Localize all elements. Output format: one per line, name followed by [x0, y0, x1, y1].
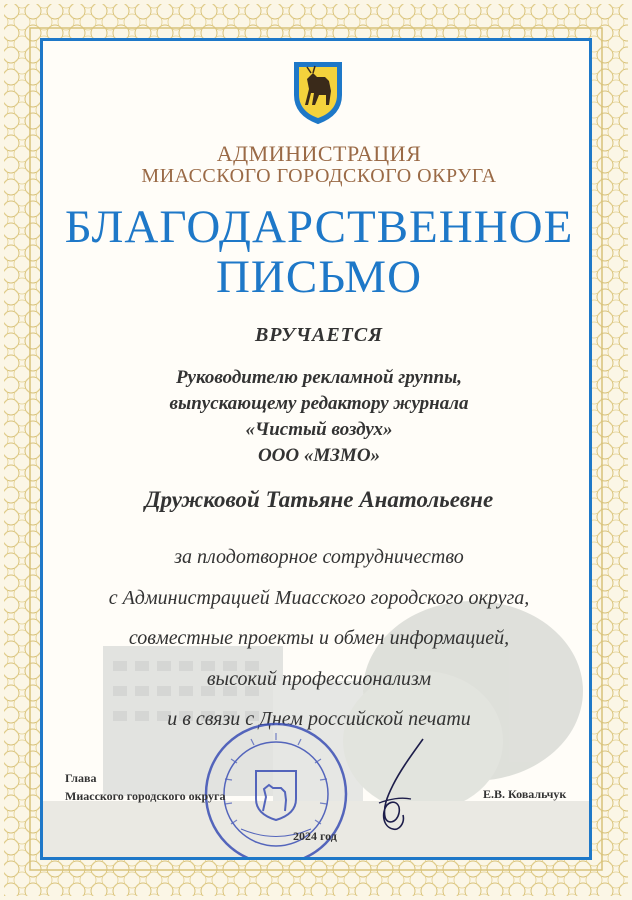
recipient-line: ООО «МЗМО»: [257, 445, 381, 466]
recipient-line: выпускающему редактору журнала: [169, 393, 469, 414]
recipient-line: «Чистый воздух»: [245, 419, 393, 440]
recipient-description: [43, 365, 592, 469]
issuer-line-1: АДМИНИСТРАЦИЯ: [216, 141, 422, 166]
reason-line: с Администрацией Миасского городского округа,: [108, 586, 530, 609]
reason-line: высокий профессионализм: [206, 667, 432, 690]
issuer-line-2: МИАССКОГО ГОРОДСКОГО ОКРУГА: [141, 165, 497, 187]
document-title-line-2: ПИСЬМО: [215, 251, 423, 303]
reason-line: и в связи с Днем российской печати: [167, 708, 471, 730]
position-line: Миасского городского округа: [65, 789, 226, 803]
position-line: Глава: [65, 771, 97, 785]
document-title-line-1: БЛАГОДАРСТВЕННОЕ: [64, 201, 574, 253]
handwritten-signature: [353, 733, 433, 833]
reason-line: совместные проекты и обмен информацией,: [128, 627, 510, 649]
awarded-label: ВРУЧАЕТСЯ: [254, 324, 384, 346]
certificate-body: [40, 38, 592, 860]
recipient-name: Дружковой Татьяне Анатольевне: [144, 487, 494, 512]
coat-of-arms-icon: [291, 59, 345, 125]
signatory-position: [65, 769, 225, 805]
recipient-line: Руководителю рекламной группы,: [175, 367, 463, 388]
issue-year: 2024 год: [293, 829, 337, 843]
signatory-name: Е.В. Ковальчук: [483, 787, 567, 801]
reason-line: за плодотворное сотрудничество: [174, 546, 464, 568]
award-reasons: [43, 537, 592, 740]
